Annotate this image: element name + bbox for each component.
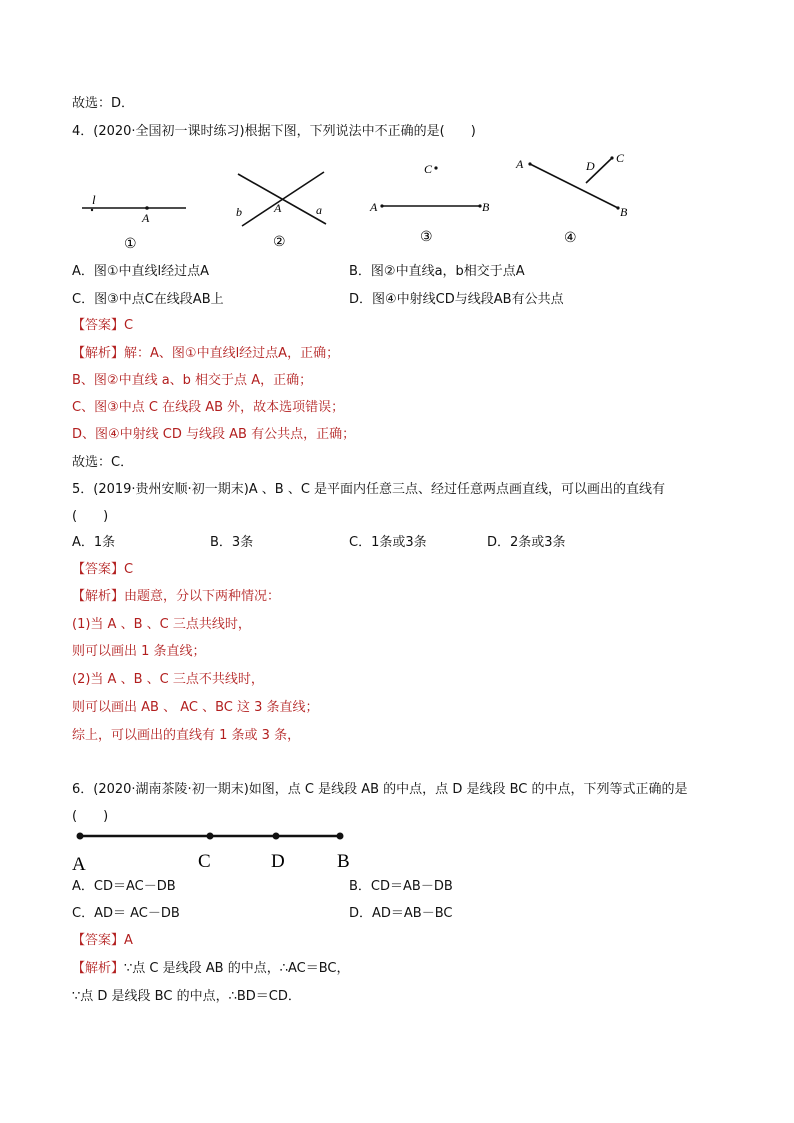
q5-analysis-4: (2)当 A 、B 、C 三点不共线时，	[72, 672, 264, 687]
label-C: C	[198, 851, 211, 872]
q5-analysis-3: 则可以画出 1 条直线；	[72, 644, 206, 659]
q5-answer	[72, 561, 133, 579]
q4-answer	[72, 317, 133, 335]
q6-option-c: C．AD＝ AC－DB	[72, 906, 180, 921]
point-A-dot	[380, 204, 383, 207]
q4-analysis-3: C、图③中点 C 在线段 AB 外，故本选项错误；	[72, 400, 345, 415]
q4-option-a: A．图①中直线l经过点A	[72, 264, 210, 279]
q6-figure	[66, 826, 366, 876]
q4-figure-2	[232, 166, 332, 252]
q6-answer	[72, 932, 133, 950]
analysis-tag: 【解析】	[72, 589, 125, 604]
q6-option-a: A．CD＝AC－DB	[72, 879, 176, 894]
q3-conclusion: 故选：D．	[72, 96, 135, 111]
q6-option-d: D．AD＝AB－BC	[349, 906, 453, 921]
q6-analysis-1	[72, 960, 350, 978]
label-D: D	[271, 851, 285, 872]
figure-number: ③	[420, 230, 433, 245]
point-C-dot	[610, 156, 613, 159]
answer-value: C	[124, 318, 134, 333]
q4-option-b: B．图②中直线a，b相交于点A	[349, 264, 525, 279]
q4-figure-4	[510, 150, 636, 248]
label-B: B	[620, 205, 628, 219]
q5-option-d: D．2条或3条	[487, 535, 566, 550]
point-C-dot	[434, 166, 437, 169]
analysis-text: 由题意，分以下两种情况：	[124, 589, 281, 604]
q6-analysis-2: ∵点 D 是线段 BC 的中点，∴BD＝CD．	[72, 989, 301, 1004]
q5-option-c: C．1条或3条	[349, 535, 427, 550]
label-l: l	[92, 192, 96, 207]
q4-figure-1	[78, 192, 190, 254]
answer-value: A	[124, 933, 133, 948]
point-A-dot	[145, 206, 149, 210]
label-A: A	[142, 211, 150, 225]
q5-analysis-6: 综上，可以画出的直线有 1 条或 3 条，	[72, 728, 301, 743]
q6-option-b: B．CD＝AB－DB	[349, 879, 453, 894]
q4-option-c: C．图③中点C在线段AB上	[72, 292, 224, 307]
q5-option-b: B．3条	[210, 535, 254, 550]
label-B: B	[482, 200, 490, 214]
q6-stem-2: ( )	[72, 809, 109, 824]
figure-number: ④	[564, 231, 577, 246]
q4-stem: 4．(2020·全国初一课时练习)根据下图，下列说法中不正确的是( )	[72, 124, 476, 139]
q6-stem: 6．(2020·湖南茶陵·初一期末)如图，点 C 是线段 AB 的中点，点 D 是线段 BC 的中点，下列等式正确的是	[72, 782, 688, 797]
label-A: A	[370, 200, 378, 214]
q4-analysis-4: D、图④中射线 CD 与线段 AB 有公共点，正确；	[72, 427, 356, 442]
analysis-text: ∵点 C 是线段 AB 的中点，∴AC＝BC，	[124, 961, 350, 976]
label-D: D	[586, 159, 595, 173]
q4-analysis-1	[72, 345, 339, 363]
label-A: A	[72, 854, 86, 875]
answer-value: C	[124, 562, 134, 577]
q4-conclusion: 故选：C．	[72, 455, 134, 470]
label-C: C	[424, 162, 433, 176]
analysis-tag: 【解析】	[72, 961, 125, 976]
q5-option-a: A．1条	[72, 535, 116, 550]
answer-tag: 【答案】	[72, 933, 125, 948]
q4-figure-3	[368, 155, 498, 247]
label-B: B	[337, 851, 350, 872]
analysis-tag: 【解析】	[72, 346, 125, 361]
point-A-dot	[528, 162, 531, 165]
answer-tag: 【答案】	[72, 562, 125, 577]
point-B-dot	[337, 833, 344, 840]
q5-stem: 5．(2019·贵州安顺·初一期末)A 、B 、C 是平面内任意三点、经过任意两点画直线，可以画出的直线有	[72, 482, 666, 497]
figure-number: ①	[124, 237, 137, 252]
q4-analysis-2: B、图②中直线 a、b 相交于点 A，正确；	[72, 373, 313, 388]
segment-AB	[530, 164, 618, 208]
point-dot	[91, 209, 93, 211]
q5-stem-2: ( )	[72, 509, 109, 524]
q5-analysis-2: (1)当 A 、B 、C 三点共线时，	[72, 617, 251, 632]
point-D-dot	[273, 833, 280, 840]
point-C-dot	[207, 833, 214, 840]
answer-tag: 【答案】	[72, 318, 125, 333]
label-b: b	[236, 205, 242, 219]
q4-option-d: D．图④中射线CD与线段AB有公共点	[349, 292, 564, 307]
analysis-text: 解：A、图①中直线l经过点A，正确；	[124, 346, 340, 361]
label-a: a	[316, 203, 322, 217]
line-b	[242, 172, 324, 226]
q5-analysis-1	[72, 588, 280, 606]
label-A: A	[516, 157, 524, 171]
label-A: A	[274, 201, 282, 215]
label-C: C	[616, 151, 625, 165]
figure-number: ②	[273, 235, 286, 250]
q5-analysis-5: 则可以画出 AB 、 AC 、BC 这 3 条直线；	[72, 700, 319, 715]
point-A-dot	[77, 833, 84, 840]
